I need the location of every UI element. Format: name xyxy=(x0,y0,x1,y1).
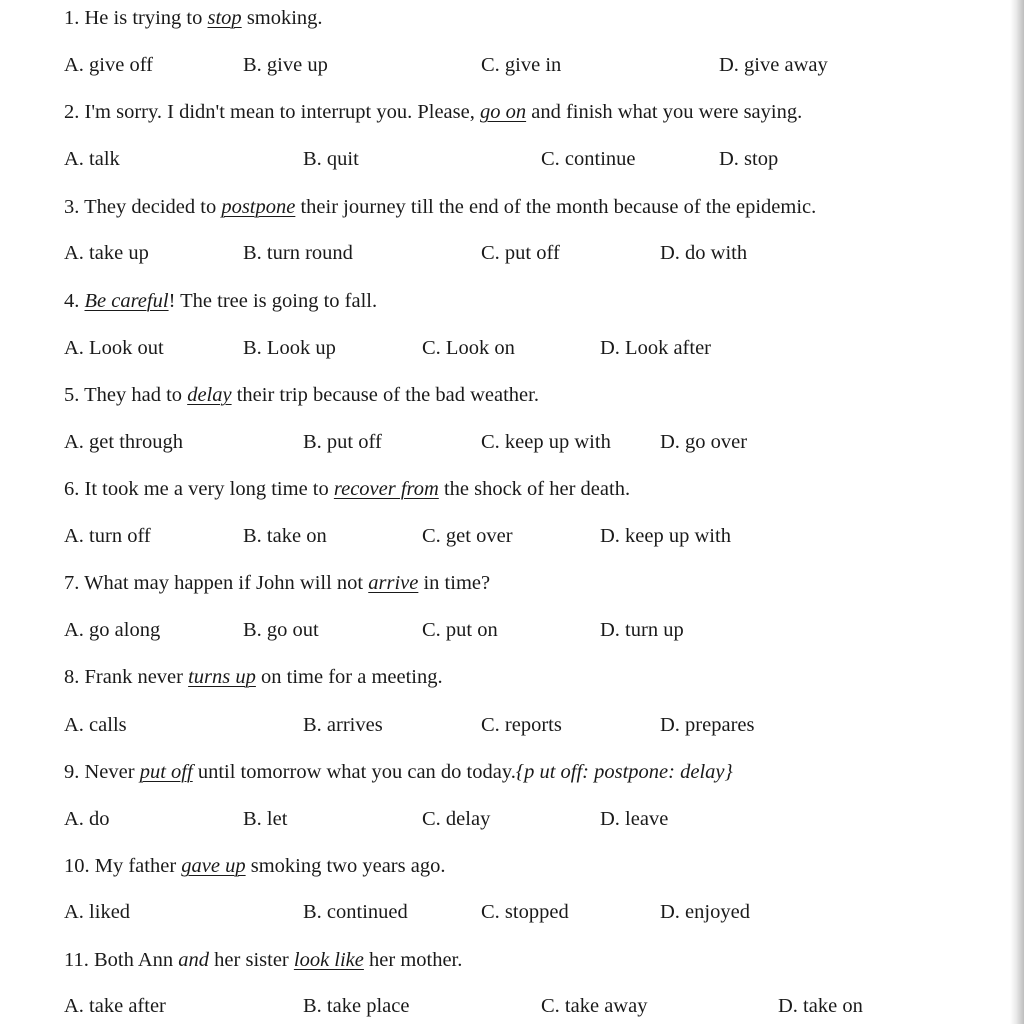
option-a: A. calls xyxy=(64,714,127,736)
option-a: A. turn off xyxy=(64,525,151,547)
question-9-text xyxy=(64,757,733,787)
question-10-text xyxy=(64,851,445,881)
question-text-part: They decided to xyxy=(84,196,222,218)
question-number: 7. xyxy=(64,572,80,594)
underlined-phrase: recover from xyxy=(333,478,439,500)
option-c: C. stopped xyxy=(481,901,569,923)
underlined-phrase: delay xyxy=(187,384,232,406)
question-text-part: her mother. xyxy=(363,949,463,971)
option-b: B. take place xyxy=(303,995,410,1017)
question-3-text xyxy=(64,192,816,222)
options-10 xyxy=(0,897,1000,927)
options-8 xyxy=(0,710,1000,740)
options-9 xyxy=(0,804,1000,834)
options-11 xyxy=(0,991,1000,1021)
option-c: C. reports xyxy=(481,714,562,736)
question-6 xyxy=(0,474,1000,504)
question-3 xyxy=(0,192,1000,222)
option-b: B. quit xyxy=(303,148,359,170)
question-text-part: Frank never xyxy=(84,666,189,688)
question-number: 3. xyxy=(64,196,80,218)
question-text-part: in time? xyxy=(418,572,491,594)
question-text-part: Never xyxy=(84,761,140,783)
option-c: C. delay xyxy=(422,808,491,830)
underlined-phrase: turns up xyxy=(188,666,256,688)
question-number: 2. xyxy=(64,101,80,123)
question-text-part: He is trying to xyxy=(84,7,208,29)
option-a: A. Look out xyxy=(64,337,164,359)
option-b: B. let xyxy=(243,808,288,830)
question-1-text xyxy=(64,3,323,33)
question-number: 4. xyxy=(64,290,80,312)
page-edge-shadow xyxy=(1010,0,1024,1024)
underlined-phrase: gave up xyxy=(181,855,246,877)
question-text-part: until tomorrow what you can do today. xyxy=(192,761,516,783)
option-a: A. take after xyxy=(64,995,166,1017)
option-b: B. take on xyxy=(243,525,327,547)
option-c: C. get over xyxy=(422,525,513,547)
option-b: B. continued xyxy=(303,901,408,923)
underlined-phrase: arrive xyxy=(368,572,419,594)
option-c: C. put off xyxy=(481,242,560,264)
question-text-part: their trip because of the bad weather. xyxy=(231,384,539,406)
definition-note: {p ut off: postpone: delay} xyxy=(515,761,733,783)
options-4 xyxy=(0,333,1000,363)
option-b: B. Look up xyxy=(243,337,336,359)
question-text-part: It took me a very long time to xyxy=(84,478,334,500)
option-a: A. liked xyxy=(64,901,131,923)
options-3 xyxy=(0,238,1000,268)
question-8-text xyxy=(64,662,443,692)
question-4-text xyxy=(64,286,377,316)
question-4 xyxy=(0,286,1000,316)
question-number: 6. xyxy=(64,478,80,500)
option-d: D. Look after xyxy=(600,337,711,359)
question-9 xyxy=(0,757,1000,787)
question-number: 10. xyxy=(64,855,90,877)
question-2 xyxy=(0,97,1000,127)
option-a: A. do xyxy=(64,808,110,830)
question-6-text xyxy=(64,474,630,504)
option-c: C. continue xyxy=(541,148,636,170)
italic-word: and xyxy=(178,949,210,971)
option-a: A. take up xyxy=(64,242,149,264)
question-number: 1. xyxy=(64,7,80,29)
option-c: C. keep up with xyxy=(481,431,611,453)
option-a: A. give off xyxy=(64,54,154,76)
question-11 xyxy=(0,945,1000,975)
options-7 xyxy=(0,615,1000,645)
option-d: D. take on xyxy=(778,995,863,1017)
underlined-phrase: go on xyxy=(479,101,527,123)
option-d: D. do with xyxy=(660,242,748,264)
question-text-part: their journey till the end of the month because of the epidemic. xyxy=(295,196,817,218)
option-b: B. turn round xyxy=(243,242,353,264)
options-1 xyxy=(0,50,1000,80)
question-number: 5. xyxy=(64,384,80,406)
question-number: 11. xyxy=(64,949,89,971)
option-d: D. go over xyxy=(660,431,748,453)
underlined-phrase: put off xyxy=(139,761,193,783)
question-11-text xyxy=(64,945,462,975)
question-text-part: What may happen if John will not xyxy=(84,572,369,594)
question-text-part: her sister xyxy=(209,949,294,971)
options-5 xyxy=(0,427,1000,457)
option-d: D. stop xyxy=(719,148,779,170)
question-text-part: and finish what you were saying. xyxy=(526,101,803,123)
underlined-phrase: Be careful xyxy=(84,290,169,312)
question-number: 9. xyxy=(64,761,80,783)
question-text-part: the shock of her death. xyxy=(438,478,631,500)
question-text-part: They had to xyxy=(84,384,188,406)
question-5 xyxy=(0,380,1000,410)
option-b: B. give up xyxy=(243,54,328,76)
option-c: C. put on xyxy=(422,619,498,641)
option-a: A. get through xyxy=(64,431,183,453)
question-text-part: I'm sorry. I didn't mean to interrupt you. Please, xyxy=(84,101,480,123)
option-d: D. prepares xyxy=(660,714,755,736)
question-1 xyxy=(0,3,1000,33)
question-2-text xyxy=(64,97,802,127)
underlined-phrase: stop xyxy=(207,7,242,29)
question-7 xyxy=(0,568,1000,598)
option-c: C. Look on xyxy=(422,337,515,359)
underlined-phrase: postpone xyxy=(221,196,296,218)
question-text-part: on time for a meeting. xyxy=(255,666,443,688)
question-5-text xyxy=(64,380,539,410)
option-c: C. give in xyxy=(481,54,562,76)
question-8 xyxy=(0,662,1000,692)
option-a: A. talk xyxy=(64,148,120,170)
question-7-text xyxy=(64,568,490,598)
option-d: D. leave xyxy=(600,808,669,830)
option-a: A. go along xyxy=(64,619,161,641)
option-d: D. enjoyed xyxy=(660,901,750,923)
question-number: 8. xyxy=(64,666,80,688)
question-text-part: smoking. xyxy=(241,7,323,29)
option-d: D. turn up xyxy=(600,619,684,641)
option-c: C. take away xyxy=(541,995,648,1017)
question-10 xyxy=(0,851,1000,881)
option-d: D. keep up with xyxy=(600,525,731,547)
option-b: B. arrives xyxy=(303,714,383,736)
options-2 xyxy=(0,144,1000,174)
option-b: B. go out xyxy=(243,619,319,641)
options-6 xyxy=(0,521,1000,551)
question-text-part: Both Ann xyxy=(94,949,179,971)
option-b: B. put off xyxy=(303,431,382,453)
question-text-part: smoking two years ago. xyxy=(245,855,446,877)
underlined-phrase: look like xyxy=(293,949,364,971)
question-text-part: ! The tree is going to fall. xyxy=(168,290,378,312)
question-text-part: My father xyxy=(94,855,182,877)
option-d: D. give away xyxy=(719,54,828,76)
